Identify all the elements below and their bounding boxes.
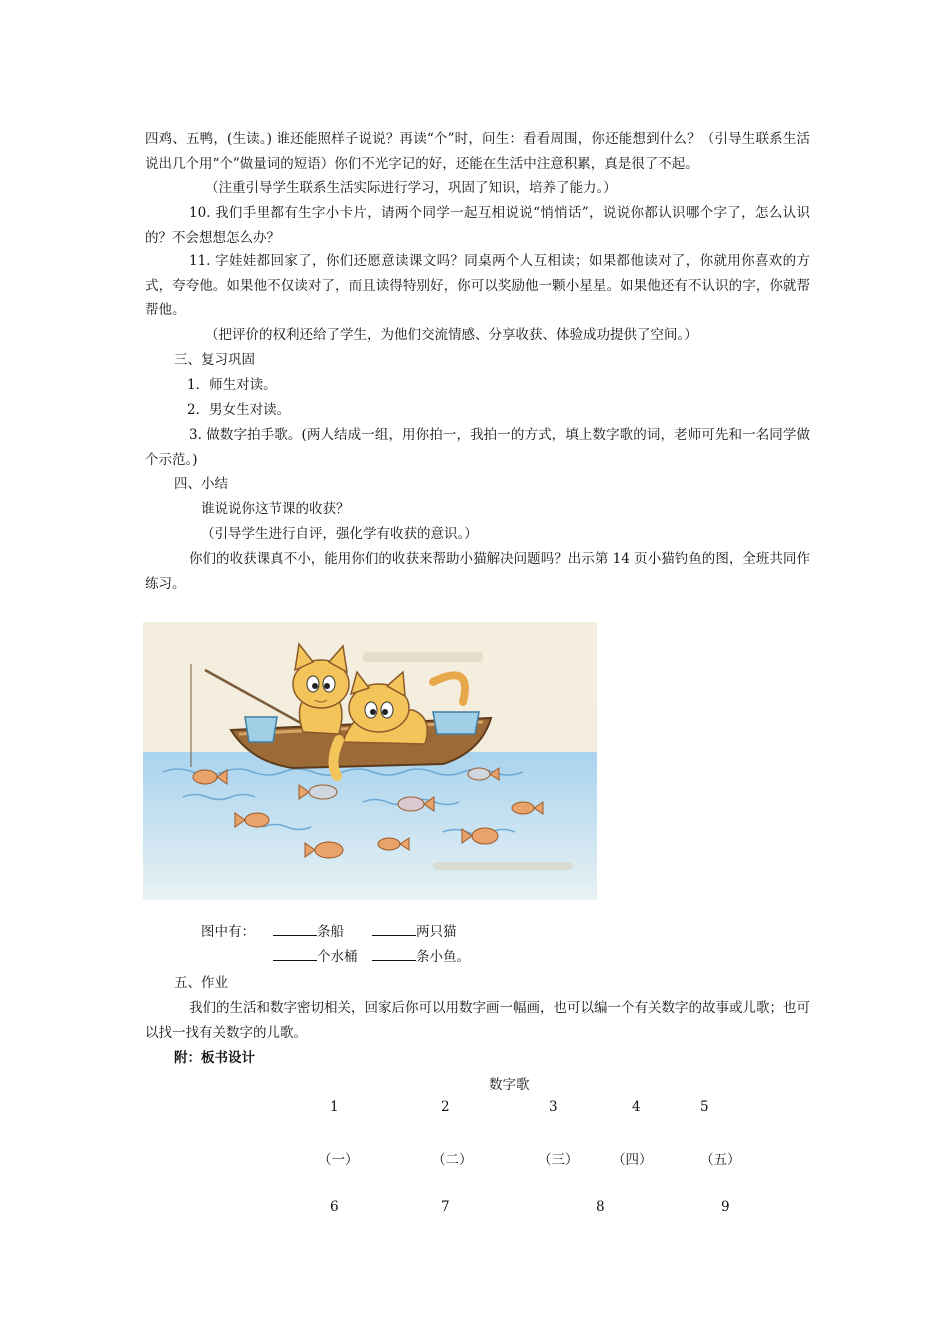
- summary-paragraph: 你们的收获课真不小，能用你们的收获来帮助小猫解决问题吗？出示第 14 页小猫钓鱼的图，全班共同作练习。: [145, 551, 810, 592]
- appendix-heading: 附：板书设计: [174, 1050, 255, 1066]
- review-item-1: 1．师生对读。: [187, 377, 277, 393]
- bucket-2: [433, 712, 479, 734]
- section-heading-homework: 五、作业: [174, 975, 228, 991]
- bucket-1: [245, 717, 277, 742]
- note-2: （把评价的权利还给了学生，为他们交流情感、分享收获、体验成功提供了空间。）: [205, 327, 698, 343]
- fill-item-boats: 条船: [273, 922, 344, 942]
- fill-item-fish: 条小鱼。: [372, 947, 470, 967]
- blank-line[interactable]: [372, 922, 416, 936]
- board-number: 5: [700, 1099, 709, 1115]
- board-chinese-number: （五）: [700, 1152, 741, 1168]
- board-number: 8: [596, 1199, 605, 1215]
- paragraph-1: 四鸡、五鸭，(生读。) 谁还能照样子说说？再读“个”时，问生：看看周围，你还能想到什么？（引导生联系生活说出几个用“个”做量词的短语）你们不光字记的好，还能在生活中注意积累，真是很了不起。: [145, 131, 810, 172]
- board-number: 9: [721, 1199, 730, 1215]
- note-1: （注重引导学生联系生活实际进行学习，巩固了知识，培养了能力。）: [205, 180, 617, 196]
- board-chinese-number: （四）: [612, 1152, 653, 1168]
- paragraph-10: 10. 我们手里都有生字小卡片，请两个同学一起互相说说“悄悄话”，说说你都认识哪个字了，怎么认识的？不会想想怎么办？: [145, 205, 810, 246]
- review-item-3: 3. 做数字拍手歌。(两人结成一组，用你拍一，我拍一的方式，填上数字歌的词，老师可先和一名同学做个示范。): [145, 427, 810, 468]
- fill-item-buckets: 个水桶: [273, 947, 358, 967]
- board-title: 数字歌: [489, 1077, 530, 1093]
- blank-line[interactable]: [372, 947, 416, 961]
- board-number: 7: [441, 1199, 450, 1215]
- homework-paragraph: 我们的生活和数字密切相关，回家后你可以用数字画一幅画，也可以编一个有关数字的故事或儿歌；也可以找一找有关数字的儿歌。: [145, 1000, 810, 1041]
- board-number: 3: [549, 1099, 558, 1115]
- board-chinese-number: （一）: [318, 1152, 359, 1168]
- fill-label: 图中有：: [201, 924, 255, 940]
- board-number: 2: [441, 1099, 450, 1115]
- board-chinese-number: （二）: [432, 1152, 473, 1168]
- board-number: 4: [632, 1099, 641, 1115]
- blank-line[interactable]: [273, 922, 317, 936]
- fill-item-cats: 两只猫: [372, 922, 457, 942]
- section-heading-summary: 四、小结: [174, 476, 228, 492]
- review-item-2: 2．男女生对读。: [187, 402, 291, 418]
- summary-note: （引导学生进行自评，强化学有收获的意识。）: [201, 526, 478, 542]
- blank-line[interactable]: [273, 947, 317, 961]
- cats-fishing-illustration: [143, 622, 597, 900]
- board-chinese-number: （三）: [538, 1152, 579, 1168]
- summary-question: 谁说说你这节课的收获？: [201, 501, 350, 517]
- board-number: 1: [330, 1099, 339, 1115]
- paragraph-11: 11. 字娃娃都回家了，你们还愿意读课文吗？同桌两个人互相读；如果都他读对了，你就用你喜欢的方式，夸夸他。如果他不仅读对了，而且读得特别好，你可以奖励他一颗小星星。如果他还有不认识的字，你就帮帮他。: [145, 253, 810, 318]
- section-heading-review: 三、复习巩固: [174, 352, 255, 368]
- board-number: 6: [330, 1199, 339, 1215]
